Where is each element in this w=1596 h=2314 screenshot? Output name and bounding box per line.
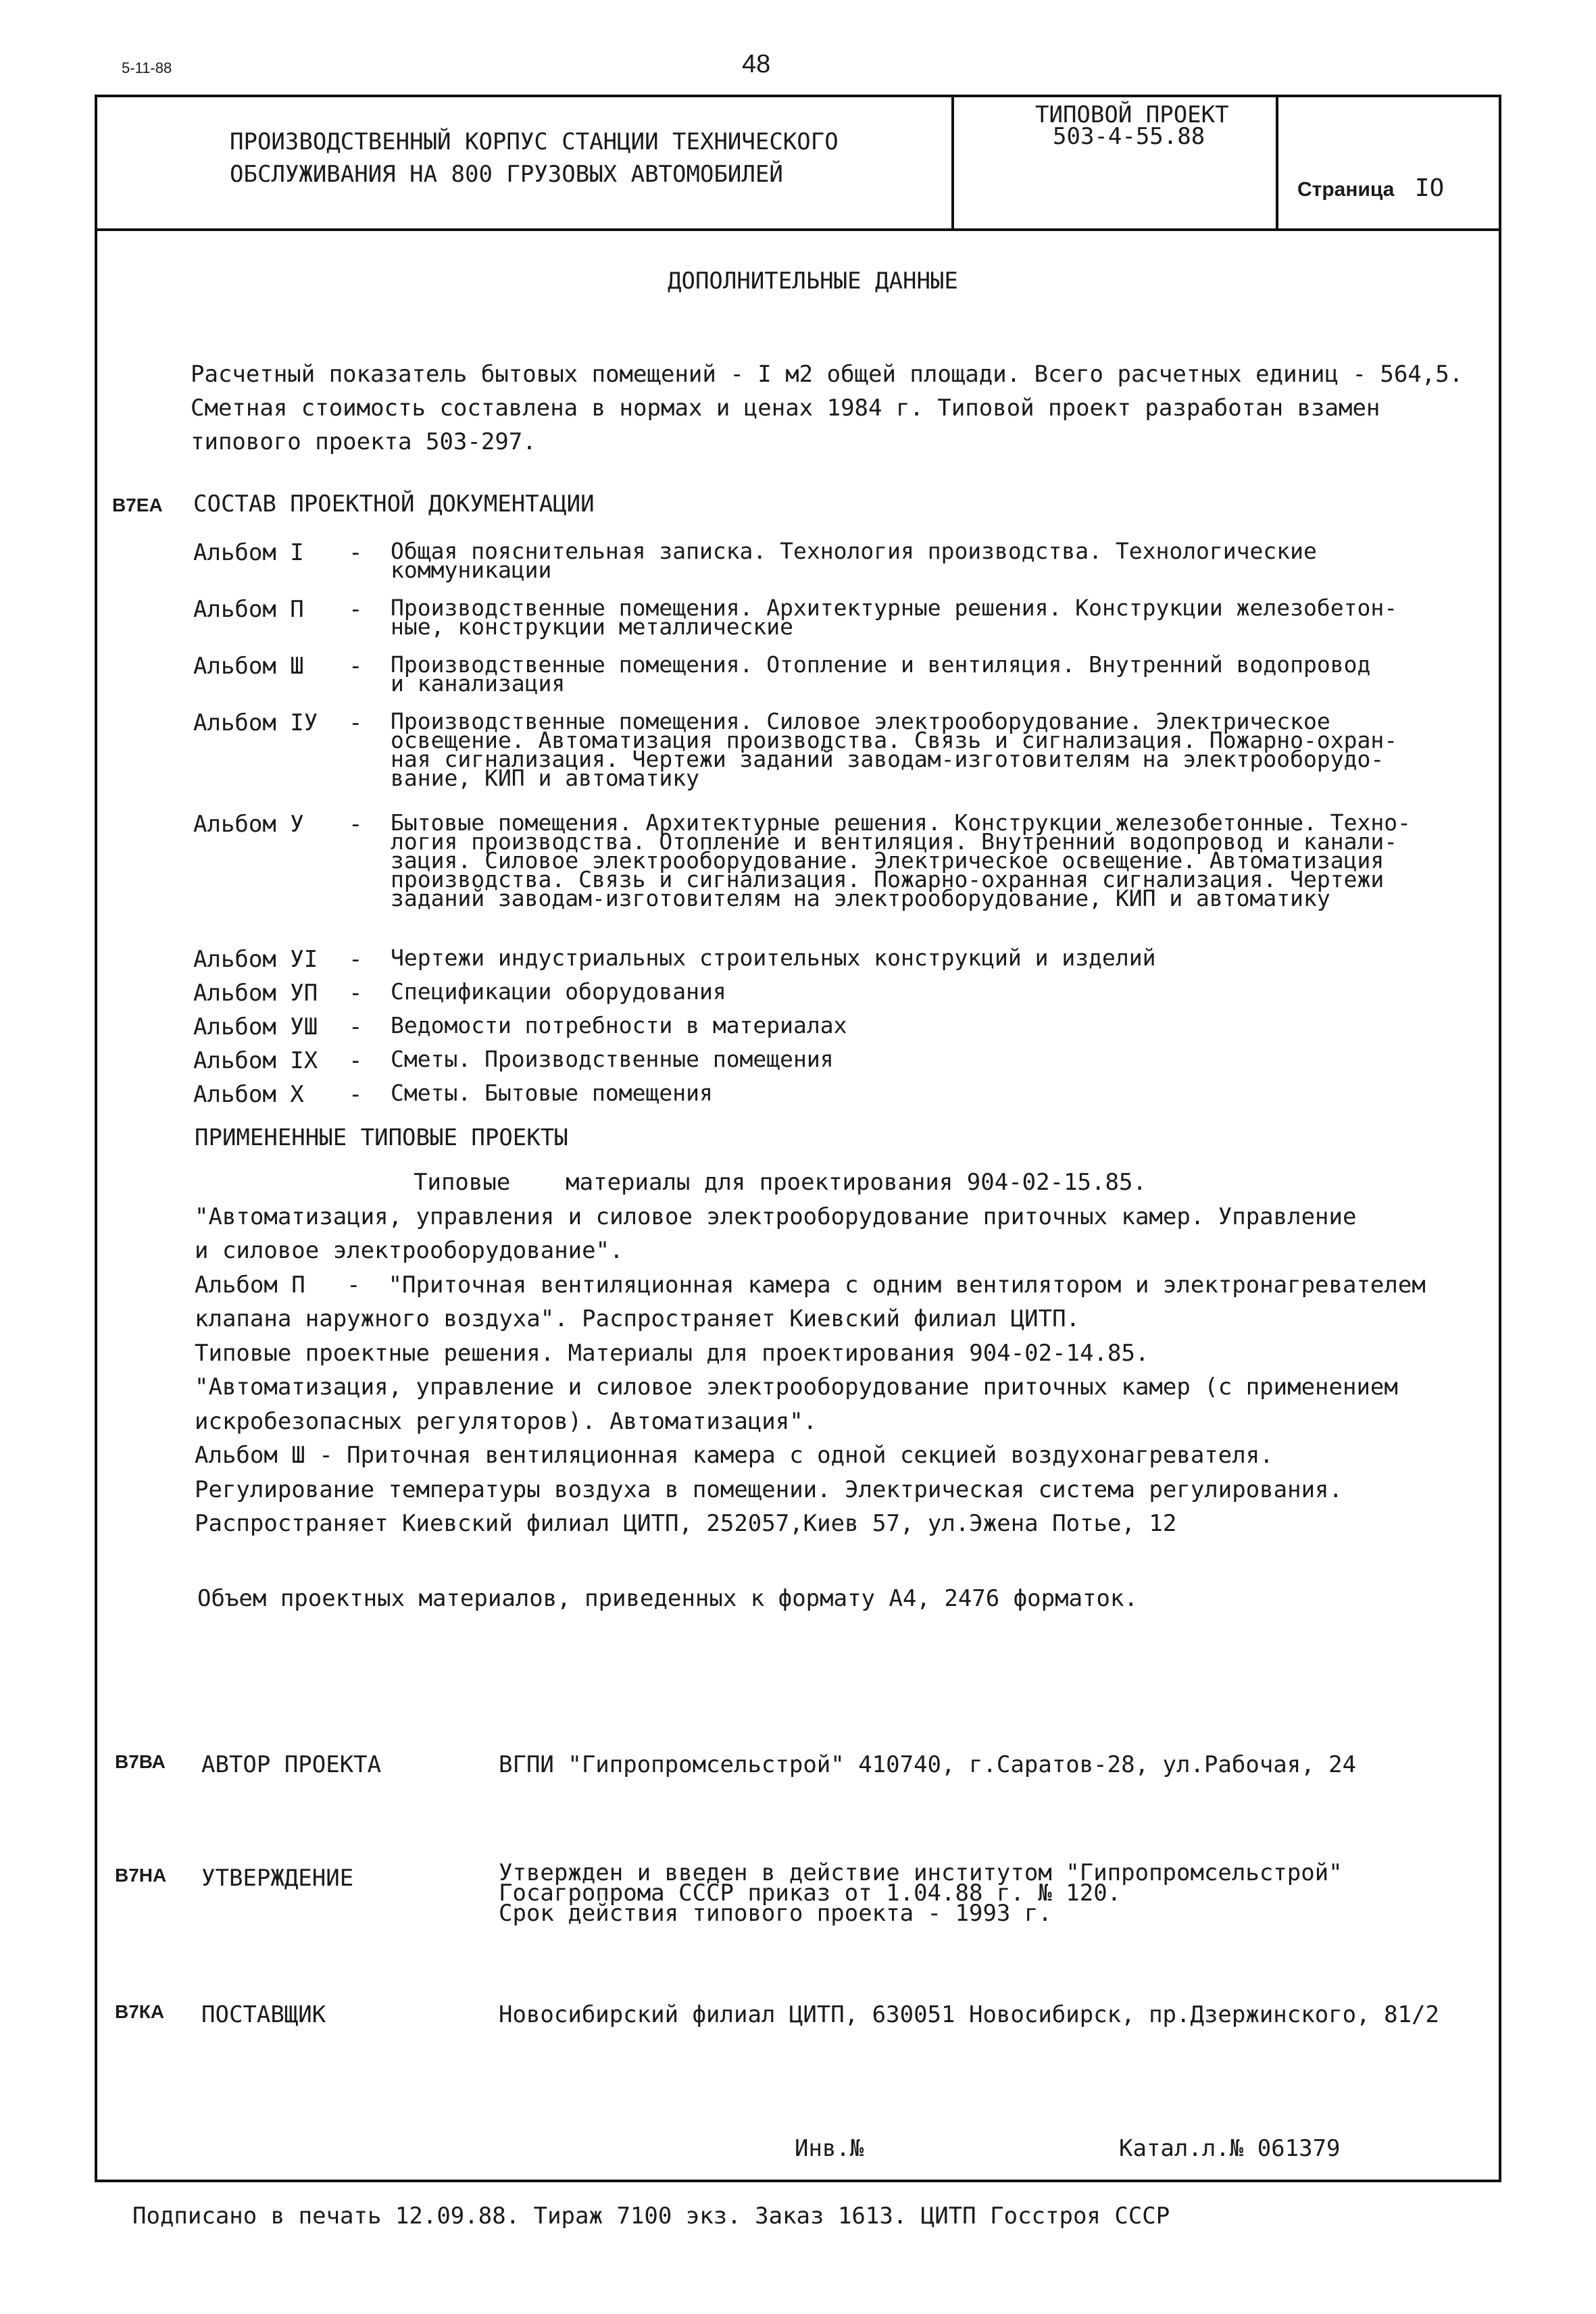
approval-line-1: Утвержден и введен в действие институтом "Гипропромсельстрой"	[499, 1859, 1343, 1886]
catalog-number: Катал.л.№ 061379	[1119, 2135, 1341, 2162]
album-description-line: Общая пояснительная записка. Технология производства. Технологические	[391, 538, 1317, 564]
section-title: ДОПОЛНИТЕЛЬНЫЕ ДАННЫЕ	[668, 268, 958, 295]
album-description-line: Производственные помещения. Силовое электрооборудование. Электрическое	[391, 708, 1330, 734]
page-label-text: Страница	[1297, 178, 1395, 201]
album-dash: -	[349, 811, 363, 838]
inventory-number: Инв.№	[795, 2135, 864, 2162]
album-dash: -	[349, 653, 363, 680]
album-description-line: Сметы. Бытовые помещения	[391, 1080, 713, 1106]
header-column-divider-2	[1276, 95, 1278, 230]
album-description-line: Сметы. Производственные помещения	[391, 1046, 834, 1072]
print-line: Подписано в печать 12.09.88. Тираж 7100 экз. Заказ 1613. ЦИТП Госстроя СССР	[132, 2203, 1170, 2230]
composition-code: В7ЕА	[112, 495, 163, 515]
composition-title: СОСТАВ ПРОЕКТНОЙ ДОКУМЕНТАЦИИ	[193, 491, 595, 518]
approval-line-3: Срок действия типового проекта - 1993 г.	[499, 1900, 1052, 1927]
supplier-label: ПОСТАВЩИК	[201, 2001, 326, 2028]
intro-line-2: Сметная стоимость составлена в нормах и ценах 1984 г. Типовой проект разработан взамен	[191, 395, 1380, 422]
album-label: Альбом I	[193, 539, 304, 566]
applied-line: "Автоматизация, управления и силовое электрооборудование приточных камер. Управление	[195, 1203, 1357, 1230]
album-dash: -	[349, 980, 363, 1007]
album-label: Альбом IX	[193, 1047, 318, 1074]
album-description-line: зация. Силовое электрооборудование. Электрическое освещение. Автоматизация	[391, 847, 1385, 874]
album-label: Альбом X	[193, 1081, 304, 1108]
album-label: Альбом У	[193, 811, 304, 838]
supplier-code: В7КА	[115, 2001, 165, 2022]
applied-line: Альбом П - "Приточная вентиляционная камера с одним вентилятором и электронагревателем	[195, 1271, 1426, 1299]
project-label: ТИПОВОЙ ПРОЕКТ	[1035, 101, 1229, 128]
album-dash: -	[349, 1081, 363, 1108]
volume-line: Объем проектных материалов, приведенных к формату А4, 2476 форматок.	[197, 1585, 1138, 1612]
author-label: АВТОР ПРОЕКТА	[201, 1751, 382, 1778]
author-value: ВГПИ "Гипропромсельстрой" 410740, г.Саратов-28, ул.Рабочая, 24	[499, 1751, 1357, 1778]
approval-line-2: Госагропрома СССР приказ от 1.04.88 г. № 120.	[499, 1880, 1122, 1907]
intro-line-3: типового проекта 503-297.	[191, 428, 537, 455]
applied-line: Типовые проектные решения. Материалы для проектирования 904-02-14.85.	[195, 1339, 1149, 1367]
album-label: Альбом IУ	[193, 709, 318, 736]
album-dash: -	[349, 1047, 363, 1074]
album-description-line: заданий заводам-изготовителям на электрооборудование, КИП и автоматику	[391, 885, 1330, 911]
header-title-line2: ОБСЛУЖИВАНИЯ НА 800 ГРУЗОВЫХ АВТОМОБИЛЕЙ	[230, 161, 783, 188]
supplier-value: Новосибирский филиал ЦИТП, 630051 Новосибирск, пр.Дзержинского, 81/2	[499, 2001, 1439, 2028]
album-label: Альбом УI	[193, 946, 318, 973]
album-label: Альбом УП	[193, 980, 318, 1007]
applied-line: "Автоматизация, управление и силовое электрооборудование приточных камер (с применением	[195, 1374, 1398, 1401]
album-label: Альбом П	[193, 596, 304, 623]
album-description-line: Бытовые помещения. Архитектурные решения. Конструкции железобетонные. Техно-	[391, 809, 1411, 836]
album-description-line: производства. Связь и сигнализация. Пожарно-охранная сигнализация. Чертежи	[391, 866, 1385, 892]
applied-line: и силовое электрооборудование".	[195, 1237, 624, 1264]
date-code: 5-11-88	[122, 59, 172, 76]
author-code: В7ВА	[115, 1751, 166, 1772]
header-column-divider	[951, 95, 954, 230]
album-dash: -	[349, 709, 363, 736]
album-label: Альбом Ш	[193, 653, 304, 680]
applied-line: Распространяет Киевский филиал ЦИТП, 252057,Киев 57, ул.Эжена Потье, 12	[195, 1510, 1177, 1537]
album-description-line: вание, КИП и автоматику	[391, 765, 699, 791]
album-description-line: Ведомости потребности в материалах	[391, 1012, 847, 1038]
album-dash: -	[349, 596, 363, 623]
album-description-line: логия производства. Отопление и вентиляция. Внутренний водопровод и канали-	[391, 828, 1398, 855]
page-value: IO	[1414, 174, 1445, 202]
page-label	[1297, 174, 1444, 202]
album-description-line: ная сигнализация. Чертежи заданий заводам-изготовителям на электрооборудо-	[391, 746, 1385, 772]
applied-line: клапана наружного воздуха". Распространяет Киевский филиал ЦИТП.	[195, 1305, 1080, 1332]
album-description-line: и канализация	[391, 670, 566, 697]
album-description-line: освещение. Автоматизация производства. Связь и сигнализация. Пожарно-охран-	[391, 727, 1398, 753]
album-dash: -	[349, 539, 363, 566]
approval-label: УТВЕРЖДЕНИЕ	[201, 1865, 354, 1892]
applied-line: Альбом Ш - Приточная вентиляционная камера с одной секцией воздухонагревателя.	[195, 1442, 1274, 1469]
approval-code: В7НА	[115, 1865, 167, 1886]
album-description-line: Производственные помещения. Отопление и вентиляция. Внутренний водопровод	[391, 651, 1371, 678]
applied-line: искробезопасных регуляторов). Автоматизация".	[195, 1407, 818, 1435]
page-number: 48	[742, 50, 771, 78]
album-description-line: Спецификации оборудования	[391, 978, 726, 1005]
applied-title: ПРИМЕНЕННЫЕ ТИПОВЫЕ ПРОЕКТЫ	[195, 1124, 568, 1151]
album-description-line: Чертежи индустриальных строительных конструкций и изделий	[391, 945, 1156, 971]
intro-line-1: Расчетный показатель бытовых помещений - I м2 общей площади. Всего расчетных единиц - 564,5.	[191, 361, 1464, 388]
album-label: Альбом УШ	[193, 1013, 318, 1040]
applied-line: Регулирование температуры воздуха в помещении. Электрическая система регулирования.	[195, 1476, 1343, 1503]
album-description-line: Производственные помещения. Архитектурные решения. Конструкции железобетон-	[391, 595, 1398, 621]
album-dash: -	[349, 946, 363, 973]
album-dash: -	[349, 1013, 363, 1040]
album-description-line: ные, конструкции металлические	[391, 613, 794, 640]
applied-line: Типовые материалы для проектирования 904-02-15.85.	[414, 1169, 1147, 1196]
header-divider	[95, 228, 1501, 231]
project-number: 503-4-55.88	[1053, 123, 1205, 150]
album-description-line: коммуникации	[391, 557, 552, 583]
header-title-line1: ПРОИЗВОДСТВЕННЫЙ КОРПУС СТАНЦИИ ТЕХНИЧЕСКОГО	[230, 128, 839, 155]
